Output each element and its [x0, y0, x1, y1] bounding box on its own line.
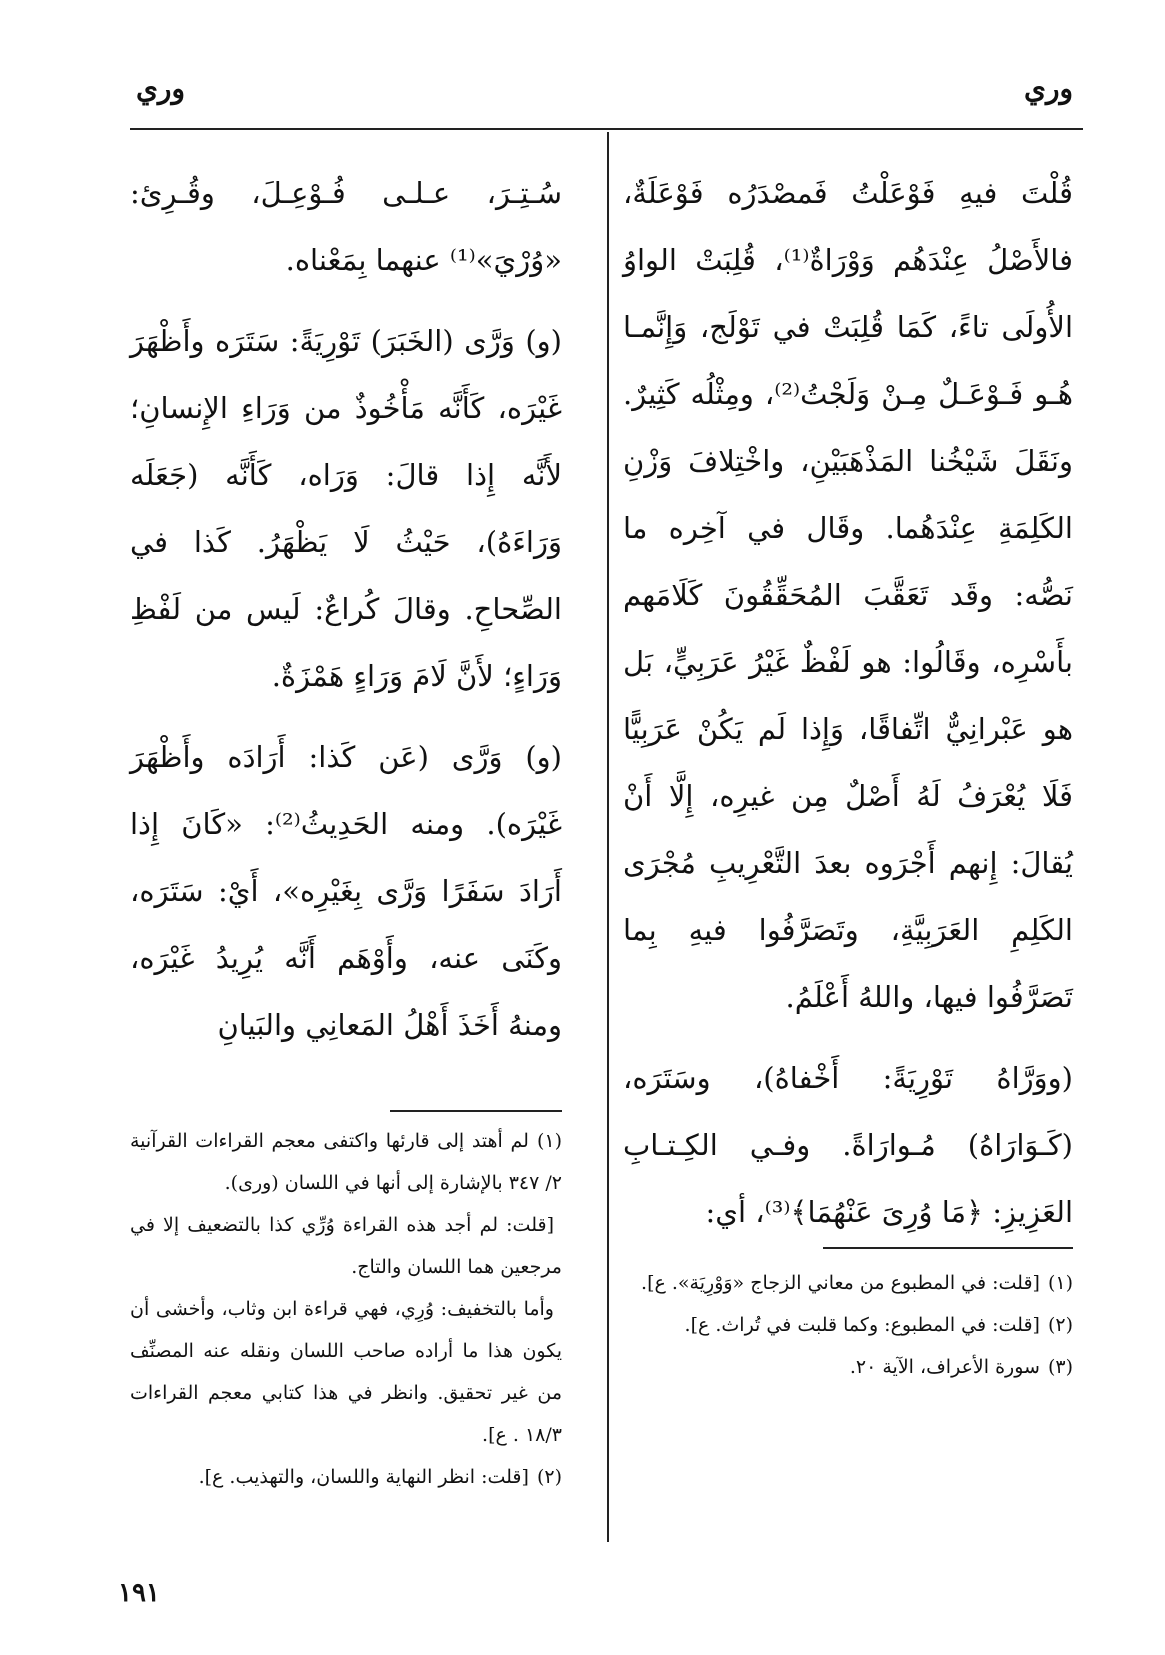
running-header-right: وري [1024, 72, 1073, 105]
footnote-text: [قلت: في المطبوع من معاني الزجاج «وَوْرِيَة». ع]. [641, 1272, 1040, 1294]
footnote-number: (٢) [1047, 1314, 1073, 1336]
footnote-number: (١) [536, 1130, 562, 1152]
footnote [130, 1120, 562, 1204]
footnote-text: [قلت: في المطبوع: وكما قلبت في تُراث. ع]. [684, 1314, 1040, 1336]
footnote [130, 1204, 562, 1288]
left-text-column [130, 160, 562, 1073]
body-paragraph: (ووَرَّاهُ تَوْرِيَةً: أَخْفاهُ)، وسَتَرَه، (كَـوَارَاهُ) مُـوارَاةً. وفـي الكِـتـابِ العَزِيزِ: ﴿مَا وُرِىَ عَنْهُمَا﴾⁽³⁾، أي: [623, 1061, 1073, 1229]
header-rule [130, 128, 1083, 130]
body-paragraph: (و) وَرَّى (عَن كَذا: أَرَادَه وأَظْهَرَ غَيْرَه). ومنه الحَدِيثُ⁽²⁾: «كَانَ إِذا أَرَادَ سَفَرًا وَرَّى بِغَيْرِه»، أَيْ: سَتَرَه، وكَنَى عنه، وأَوْهَم أَنَّه يُرِيدُ غَيْرَه، ومنهُ أَخَذَ أَهْلُ المَعانِي والبَيانِ [130, 740, 563, 1042]
footnote-number [554, 1298, 562, 1320]
body-paragraph: قُلْتَ فيهِ فَوْعَلْتُ فَمصْدَرُه فَوْعَلَةٌ، فالأَصْلُ عِنْدَهُم وَوْرَاةٌ⁽¹⁾، قُلِبَتْ الواوُ الأُولَى تاءً، كَمَا قُلِبَتْ في تَوْلَج، وَإِنَّمـا هُـو فَـوْعَـلٌ مِـنْ وَلَجْتُ⁽²⁾، ومِثْلُه كَثِيرٌ. ونَقَلَ شَيْخُنا المَذْهَبَيْنِ، واخْتِلافَ وَزْنِ الكَلِمَةِ عِنْدَهُما. وقَال في آخِره ما نَصُّه: وقَد تَعَقَّبَ المُحَقِّقُونَ كَلَامَهم بأَسْرِه، وقَالُوا: هو لَفْظٌ غَيْرُ عَرَبِيٍّ، بَل هو عَبْرانِيٌّ اتِّفاقًا، وَإِذا لَم يَكُنْ عَرَبِيًّا فَلَا يُعْرَفُ لَهُ أَصْلٌ مِن غيرِه، إِلَّا أَنْ يُقالَ: إِنهم أَجْرَوه بعدَ التَّعْرِيبِ مُجْرَى الكَلِمِ العَرَبِيَّةِ، وتَصَرَّفُوا فيهِ بِما تَصَرَّفُوا فيها، واللهُ أَعْلَمُ. [623, 176, 1073, 1014]
footnote-separator [390, 1110, 562, 1112]
body-paragraph: سُـتِـرَ، عـلـى فُـوْعِـلَ، وقُـرِئ: «وُرْيَ»⁽¹⁾ عنهما بِمَعْناه. [130, 176, 562, 277]
footnote [623, 1304, 1073, 1346]
right-text-column [623, 160, 1073, 1260]
footnote-text: سورة الأعراف، الآية ٢٠. [849, 1356, 1040, 1378]
column-divider [607, 132, 609, 1542]
footnote [130, 1456, 562, 1498]
footnote [623, 1346, 1073, 1388]
footnote-number [554, 1214, 562, 1236]
footnote [130, 1288, 562, 1456]
body-paragraph: (و) وَرَّى (الخَبَرَ) تَوْرِيَةً: سَتَرَه وأَظْهَرَ غَيْرَه، كَأَنَّه مَأْخُوذٌ من وَرَاءِ الإِنسانِ؛ لأَنَّه إِذا قالَ: وَرَاه، كَأَنَّه (جَعَلَه وَرَاءَهُ)، حَيْثُ لَا يَظْهَرُ. كَذا في الصِّحاحِ. وقالَ كُراعٌ: لَيس من لَفْظِ وَرَاءٍ؛ لأَنَّ لَامَ وَرَاءٍ هَمْزَةٌ. [130, 324, 562, 693]
footnotes-right [623, 1262, 1073, 1388]
footnote-number: (٣) [1047, 1356, 1073, 1378]
footnote-number: (١) [1047, 1272, 1073, 1294]
page-number: ١٩١ [118, 1578, 160, 1608]
footnote-text: لم أهتد إلى قارئها واكتفى معجم القراءات القرآنية ٢/ ٣٤٧ بالإشارة إلى أنها في اللسان (ورى). [130, 1130, 562, 1194]
footnotes-left [130, 1120, 562, 1498]
footnote-text: [قلت: لم أجد هذه القراءة وُرِّي كذا بالتضعيف إلا في مرجعين هما اللسان والتاج. [130, 1214, 562, 1278]
footnote-number: (٢) [536, 1466, 562, 1488]
footnote-text: وأما بالتخفيف: وُرِي، فهي قراءة ابن وثاب، وأخشى أن يكون هذا ما أراده صاحب اللسان ونقله عنه المصنِّف من غير تحقيق. وانظر في هذا كتابي معجم القراءات ١٨/٣ . ع]. [130, 1298, 562, 1446]
footnote [623, 1262, 1073, 1304]
footnote-text: [قلت: انظر النهاية واللسان، والتهذيب. ع]. [198, 1466, 529, 1488]
footnote-separator [823, 1247, 1073, 1249]
running-header-left: وري [136, 72, 185, 105]
